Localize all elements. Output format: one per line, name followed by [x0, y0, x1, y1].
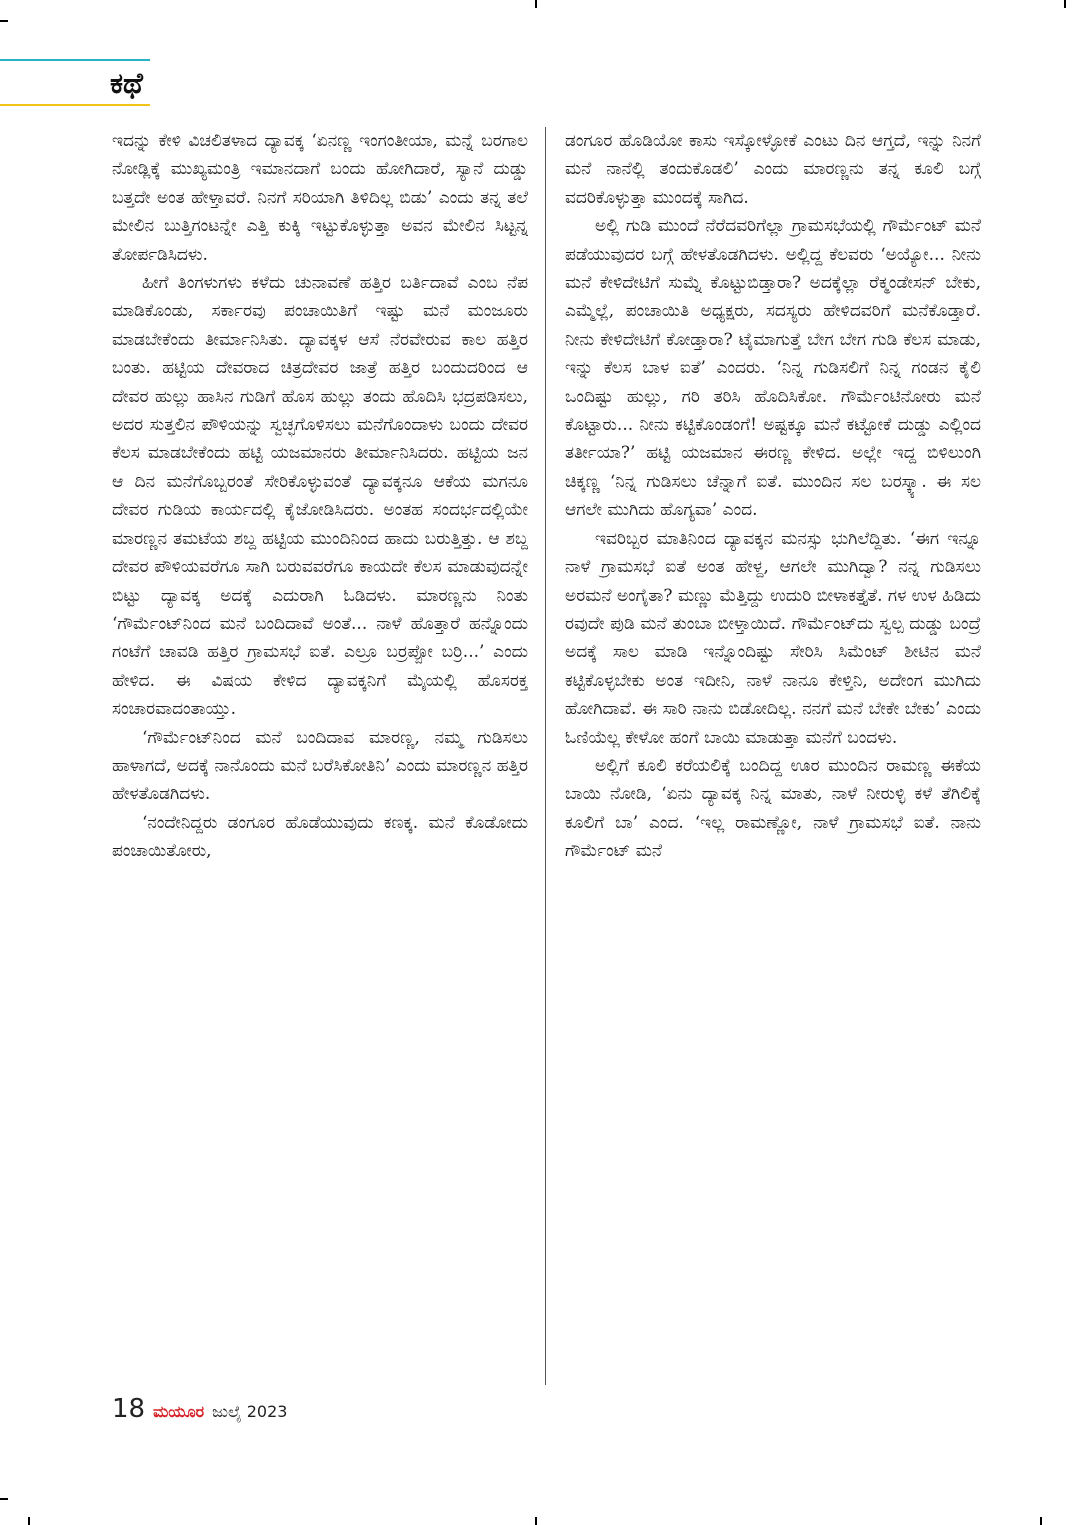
paragraph: ಅಲ್ಲಿ ಗುಡಿ ಮುಂದೆ ನೆರೆದವರಿಗೆಲ್ಲಾ ಗ್ರಾಮಸಭೆಯಲ್ಲಿ ಗೌರ್ಮೆಂಟ್ ಮನೆ ಪಡೆಯುವುದರ ಬಗ್ಗೆ ಹೇಳತೊಡಗಿದಳು. ಅಲ್ಲಿದ್ದ ಕೆಲವರು ‘ಅಯ್ಯೋ... ನೀನು ಮನೆ ಕೇಳಿದೇಟಿಗೆ ಸುಮ್ನೆ ಕೊಟ್ಟುಬಿಡ್ತಾರಾ? ಅದಕ್ಕೆಲ್ಲಾ ರೆಕ್ಮಂಡೇಸನ್ ಬೇಕು, ಎಮ್ಮೆಲ್ಲೆ, ಪಂಚಾಯಿತಿ ಅಧ್ಯಕ್ಷರು, ಸದಸ್ಯರು ಹೇಳಿದವರಿಗೆ ಮನೆಕೊಡ್ತಾರೆ. ನೀನು ಕೇಳಿದೇಟಿಗೆ ಕೋಡ್ತಾರಾ? ಟೈಮಾಗುತ್ತೆ ಬೇಗ ಬೇಗ ಗುಡಿ ಕೆಲಸ ಮಾಡು, ಇನ್ನು ಕೆಲಸ ಬಾಳ ಐತೆ’ ಎಂದರು. ‘ನಿನ್ನ ಗುಡಿಸಲಿಗೆ ನಿನ್ನ ಗಂಡನ ಕೈಲಿ ಒಂದಿಷ್ಟು ಹುಲ್ಲು, ಗರಿ ತರಿಸಿ ಹೊದಿಸಿಕೋ. ಗೌರ್ಮೆಂಟಿನೋರು ಮನೆ ಕೊಟ್ಟಾರು... ನೀನು ಕಟ್ಟಿಕೊಂಡಂಗೆ! ಅಷ್ಟಕ್ಕೂ ಮನೆ ಕಟ್ಟೋಕೆ ದುಡ್ಡು ಎಲ್ಲಿಂದ ತರ್ತೀಯಾ?’ ಹಟ್ಟಿ ಯಜಮಾನ ಈರಣ್ಣ ಕೇಳಿದ. ಅಲ್ಲೇ ಇದ್ದ ಬಿಳಿಲುಂಗಿ ಚಿಕ್ಕಣ್ಣ ‘ನಿನ್ನ ಗುಡಿಸಲು ಚೆನ್ನಾಗೆ ಐತೆ. ಮುಂದಿನ ಸಲ ಬರಸ್ಕ್ಯಾ. ಈ ಸಲ ಆಗಲೇ ಮುಗಿದು ಹೊಗ್ಯವಾ’ ಎಂದ. [565, 216, 981, 521]
paragraph: ಇದನ್ನು ಕೇಳಿ ವಿಚಲಿತಳಾದ ದ್ಯಾವಕ್ಕ ‘ಏನಣ್ಣ ಇಂಗಂತೀಯಾ, ಮನ್ನೆ ಬರಗಾಲ ನೋಡ್ಲಿಕ್ಕೆ ಮುಖ್ಯಮಂತ್ರಿ ಇಮಾನದಾಗೆ ಬಂದು ಹೋಗಿದಾರೆ, ಸ್ಯಾನೆ ದುಡ್ಡು ಬತ್ತದೇ ಅಂತ ಹೇಳ್ತಾವರೆ. ನಿನಗೆ ಸರಿಯಾಗಿ ತಿಳಿದಿಲ್ಲ ಬಿಡು’ ಎಂದು ತನ್ನ ತಲೆ ಮೇಲಿನ ಬುತ್ತಿಗಂಟನ್ನೇ ಎತ್ತಿ ಕುಕ್ಕಿ ಇಟ್ಟುಕೊಳ್ಳುತ್ತಾ ಅವನ ಮೇಲಿನ ಸಿಟ್ಟನ್ನ ತೋರ್ಪಡಿಸಿದಳು. [112, 131, 528, 265]
section-title: ಕಥೆ [110, 66, 143, 100]
paragraph: ಇವರಿಬ್ಬರ ಮಾತಿನಿಂದ ದ್ಯಾವಕ್ಕನ ಮನಸ್ಸು ಭುಗಿಲೆದ್ದಿತು. ‘ಈಗ ಇನ್ನೂ ನಾಳೆ ಗ್ರಾಮಸಭೆ ಐತೆ ಅಂತ ಹೇಳ್ದ, ಆಗಲೇ ಮುಗಿದ್ವಾ? ನನ್ನ ಗುಡಿಸಲು ಅರಮನೆ ಅಂಗೈತಾ? ಮಣ್ಣು ಮೆತ್ತಿದ್ದು ಉದುರಿ ಬೀಳಾಕತ್ತೈತೆ. ಗಳ ಉಳ ಹಿಡಿದು ರವುದೇ ಪುಡಿ ಮನೆ ತುಂಬಾ ಬೀಳ್ತಾಯಿದೆ. ಗೌರ್ಮೆಂಟ್‌ದು ಸ್ವಲ್ಪ ದುಡ್ಡು ಬಂದ್ರೆ ಅದಕ್ಕೆ ಸಾಲ ಮಾಡಿ ಇನ್ನೊಂದಿಷ್ಟು ಸೇರಿಸಿ ಸಿಮೆಂಟ್ ಶೀಟಿನ ಮನೆ ಕಟ್ಟಿಕೊಳ್ಳಬೇಕು ಅಂತ ಇದೀನಿ, ನಾಳೆ ನಾನೂ ಕೇಳ್ತಿನಿ, ಅದೇಂಗ ಮುಗಿದು ಹೋಗಿದಾವೆ. ಈ ಸಾರಿ ನಾನು ಬಿಡೋದಿಲ್ಲ. ನನಗೆ ಮನೆ ಬೇಕೇ ಬೇಕು’ ಎಂದು ಓಣಿಯೆಲ್ಲ ಕೇಳೋ ಹಂಗೆ ಬಾಯಿ ಮಾಡುತ್ತಾ ಮನೆಗೆ ಬಂದಳು. [565, 528, 981, 748]
column-divider [545, 127, 546, 1385]
issue-date: ಜುಲೈ 2023 [212, 1402, 288, 1421]
crop-mark-bottom-right [1040, 1517, 1042, 1525]
text-column-right [565, 127, 981, 1387]
paragraph: ‘ಗೌರ್ಮೆಂಟ್‌ನಿಂದ ಮನೆ ಬಂದಿದಾವ ಮಾರಣ್ಣ, ನಮ್ಮ ಗುಡಿಸಲು ಹಾಳಾಗದೆ, ಅದಕ್ಕೆ ನಾನೊಂದು ಮನೆ ಬರೆಸಿಕೋತಿನಿ’ ಎಂದು ಮಾರಣ್ಣನ ಹತ್ತಿರ ಹೇಳತೊಡಗಿದಳು. [112, 727, 528, 805]
crop-mark-top-center [535, 0, 537, 8]
crop-mark-bottom-left [0, 1498, 8, 1500]
paragraph: ‘ನಂದೇನಿದ್ದರು ಡಂಗೂರ ಹೊಡೆಯುವುದು ಕಣಕ್ಕ. ಮನೆ ಕೊಡೋದು ಪಂಚಾಯಿತೋರು, [112, 812, 528, 862]
page-number: 18 [112, 1394, 146, 1424]
crop-mark-bottom-left-v [28, 1517, 30, 1525]
magazine-logo: ಮಯೂರ [153, 1402, 205, 1421]
crop-mark-bottom-center [535, 1517, 537, 1525]
paragraph: ಡಂಗೂರ ಹೊಡಿಯೋ ಕಾಸು ಇಸ್ಕೋಳ್ಳೋಕೆ ಎಂಟು ದಿನ ಆಗ್ತದೆ, ಇನ್ನು ನಿನಗೆ ಮನೆ ನಾನೆಲ್ಲಿ ತಂದುಕೊಡಲಿ’ ಎಂದು ಮಾರಣ್ಣನು ತನ್ನ ಕೂಲಿ ಬಗ್ಗೆ ವದರಿಕೊಳ್ಳುತ್ತಾ ಮುಂದಕ್ಕೆ ಸಾಗಿದ. [565, 131, 981, 208]
crop-mark-top-left [0, 20, 8, 22]
text-column-left [112, 127, 528, 1387]
header-rule-teal [0, 59, 150, 61]
crop-mark-top-right [1064, 0, 1066, 8]
page-footer [112, 1394, 287, 1430]
header-rule-yellow [0, 104, 150, 106]
paragraph: ಅಲ್ಲಿಗೆ ಕೂಲಿ ಕರೆಯಲಿಕ್ಕೆ ಬಂದಿದ್ದ ಊರ ಮುಂದಿನ ರಾಮಣ್ಣ ಈಕೆಯ ಬಾಯಿ ನೋಡಿ, ‘ಏನು ದ್ಯಾವಕ್ಕ ನಿನ್ನ ಮಾತು, ನಾಳೆ ನೀರುಳ್ಳಿ ಕಳೆ ತೆಗಿಲಿಕ್ಕೆ ಕೂಲಿಗೆ ಬಾ’ ಎಂದ. ‘ಇಲ್ಲ ರಾಮಣ್ಣೋ, ನಾಳೆ ಗ್ರಾಮಸಭೆ ಐತೆ. ನಾನು ಗೌರ್ಮೆಂಟ್ ಮನೆ [565, 755, 981, 862]
paragraph: ಹೀಗೆ ತಿಂಗಳುಗಳು ಕಳೆದು ಚುನಾವಣೆ ಹತ್ತಿರ ಬರ್ತಿದಾವೆ ಎಂಬ ನೆಪ ಮಾಡಿಕೊಂಡು, ಸರ್ಕಾರವು ಪಂಚಾಯಿತಿಗೆ ಇಷ್ಟು ಮನೆ ಮಂಜೂರು ಮಾಡಬೇಕೆಂದು ತೀರ್ಮಾನಿಸಿತು. ದ್ಯಾವಕ್ಕಳ ಆಸೆ ನೆರವೇರುವ ಕಾಲ ಹತ್ತಿರ ಬಂತು. ಹಟ್ಟಿಯ ದೇವರಾದ ಚಿತ್ರದೇವರ ಜಾತ್ರೆ ಹತ್ತಿರ ಬಂದುದರಿಂದ ಆ ದೇವರ ಹುಲ್ಲು ಹಾಸಿನ ಗುಡಿಗೆ ಹೊಸ ಹುಲ್ಲು ತಂದು ಹೊದಿಸಿ ಭದ್ರಪಡಿಸಲು, ಅದರ ಸುತ್ತಲಿನ ಪೌಳಿಯನ್ನು ಸ್ವಚ್ಛಗೊಳಿಸಲು ಮನೆಗೊಂದಾಳು ಬಂದು ದೇವರ ಕೆಲಸ ಮಾಡಬೇಕೆಂದು ಹಟ್ಟಿ ಯಜಮಾನರು ತೀರ್ಮಾನಿಸಿದರು. ಹಟ್ಟಿಯ ಜನ ಆ ದಿನ ಮನೆಗೊಬ್ಬರಂತೆ ಸೇರಿಕೊಳ್ಳುವಂತೆ ದ್ಯಾವಕ್ಕನೂ ಆಕೆಯ ಮಗನೂ ದೇವರ ಗುಡಿಯ ಕಾರ್ಯದಲ್ಲಿ ಕೈಜೋಡಿಸಿದರು. ಅಂತಹ ಸಂದರ್ಭದಲ್ಲಿಯೇ ಮಾರಣ್ಣನ ತಮಟೆಯ ಶಬ್ದ ಹಟ್ಟಿಯ ಮುಂದಿನಿಂದ ಹಾದು ಬರುತ್ತಿತ್ತು. ಆ ಶಬ್ದ ದೇವರ ಪೌಳಿಯವರೆಗೂ ಸಾಗಿ ಬರುವವರೆಗೂ ಕಾಯದೇ ಕೆಲಸ ಮಾಡುವುದನ್ನೇ ಬಿಟ್ಟು ದ್ಯಾವಕ್ಕ ಅದಕ್ಕೆ ಎದುರಾಗಿ ಓಡಿದಳು. ಮಾರಣ್ಣನು ನಿಂತು ‘ಗೌರ್ಮೆಂಟ್‌ನಿಂದ ಮನೆ ಬಂದಿದಾವೆ ಅಂತೆ... ನಾಳೆ ಹೊತ್ತಾರೆ ಹನ್ನೊಂದು ಗಂಟೆಗೆ ಚಾವಡಿ ಹತ್ತಿರ ಗ್ರಾಮಸಭೆ ಐತೆ. ಎಲ್ರೂ ಬರ್ರಪ್ಪೋ ಬರ್ರಿ...’ ಎಂದು ಹೇಳಿದ. ಈ ವಿಷಯ ಕೇಳಿದ ದ್ಯಾವಕ್ಕನಿಗೆ ಮೈಯಲ್ಲಿ ಹೊಸರಕ್ತ ಸಂಚಾರವಾದಂತಾಯ್ತು. [112, 273, 528, 720]
